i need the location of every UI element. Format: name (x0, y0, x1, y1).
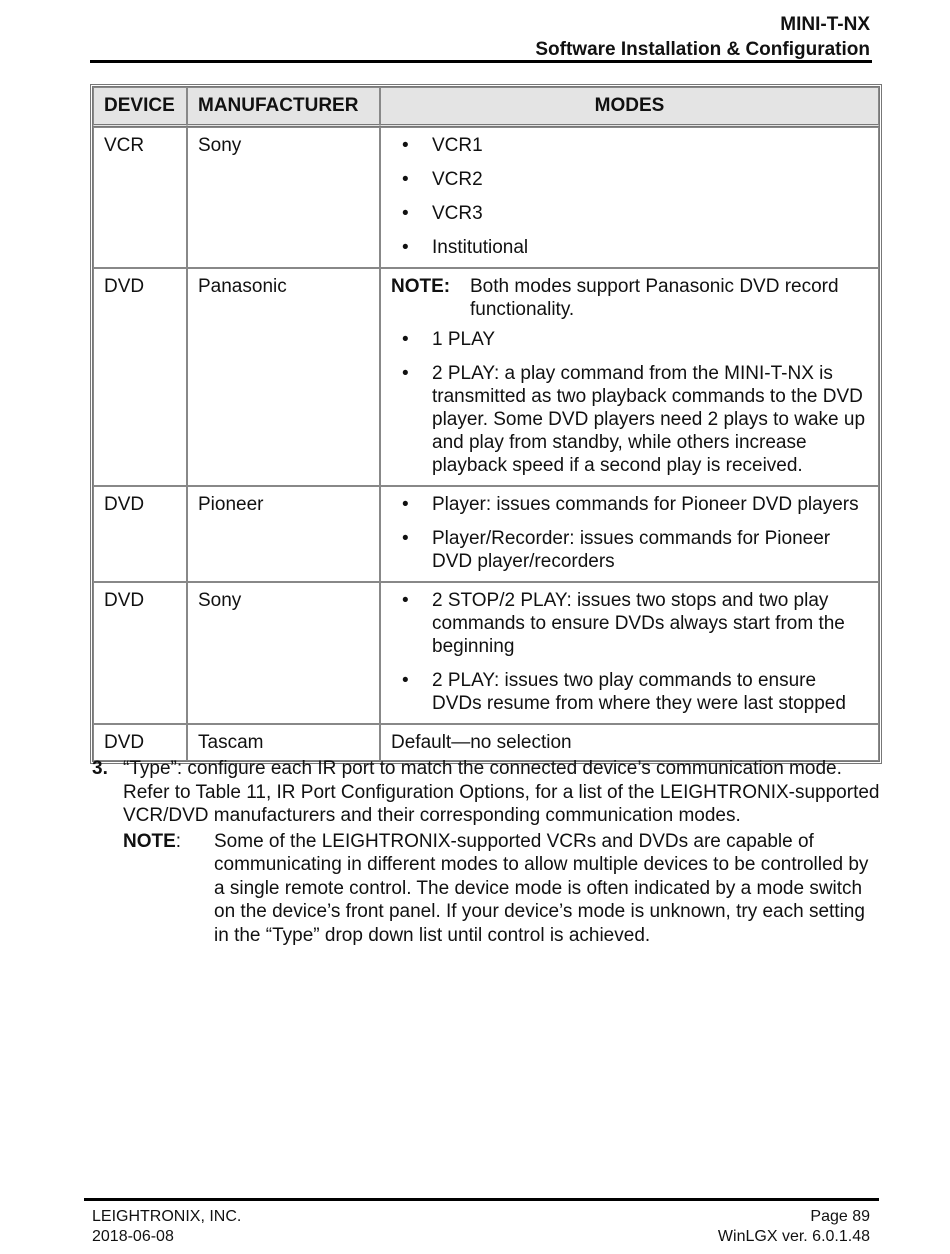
bullet-icon: • (402, 590, 409, 611)
bullet-icon: • (402, 135, 409, 156)
bullet-icon: • (402, 169, 409, 190)
modes-cell (380, 486, 879, 582)
bullet-icon: • (402, 528, 409, 549)
footer-right (718, 1207, 870, 1247)
list-item: • Institutional (402, 237, 529, 258)
footer-left (92, 1207, 241, 1247)
footer-date: 2018-06-08 (92, 1228, 174, 1245)
bullet-icon: • (402, 329, 409, 350)
device-cell: DVD (93, 724, 187, 761)
bullet-icon: • (402, 203, 409, 224)
device-cell: DVD (93, 486, 187, 582)
modes-cell (380, 582, 879, 724)
column-header-modes: MODES (380, 87, 879, 127)
bullet-icon: • (402, 494, 409, 515)
table-row (93, 268, 879, 486)
list-item: • 2 STOP/2 PLAY: issues two stops and two play commands to ensure DVDs always start from the beginning (402, 590, 845, 657)
list-item: • Player: issues commands for Pioneer DVD players (402, 494, 859, 515)
bullet-icon: • (402, 670, 409, 691)
manufacturer-cell: Panasonic (187, 268, 380, 486)
modes-list (391, 328, 868, 477)
modes-list (391, 493, 868, 573)
manufacturer-cell: Sony (187, 582, 380, 724)
step-number: 3. (92, 758, 108, 779)
header-title: MINI-T-NX (780, 14, 870, 35)
footer-page-number: Page 89 (810, 1208, 870, 1225)
footer-version: WinLGX ver. 6.0.1.48 (717, 1228, 870, 1245)
column-header-device: DEVICE (93, 87, 187, 127)
table-row (93, 582, 879, 724)
table-row (93, 127, 879, 268)
list-item: • 2 PLAY: issues two play commands to ensure DVDs resume from where they were last stopped (402, 670, 846, 714)
note-colon: : (175, 830, 182, 852)
bullet-icon: • (402, 363, 409, 384)
list-item: • VCR2 (402, 169, 483, 190)
panasonic-note (391, 275, 868, 321)
note-text: Some of the LEIGHTRONIX-supported VCRs and DVDs are capable of communicating in different modes to allow multiple devices to be controlled by a single remote control. The device mode is often indicated by a mode switch on the device’s front panel. If your device’s mode is unknown, try each setting in the “Type” drop down list until control is achieved. (214, 830, 869, 946)
footer-rule (84, 1198, 879, 1201)
manufacturer-cell: Sony (187, 127, 380, 268)
device-modes-table (90, 84, 882, 764)
note-label: NOTE (123, 830, 176, 852)
step-note (123, 830, 882, 948)
column-header-manufacturer: MANUFACTURER (187, 87, 380, 127)
modes-cell (380, 268, 879, 486)
modes-list (391, 589, 868, 715)
list-item: • VCR3 (402, 203, 483, 224)
manufacturer-cell: Tascam (187, 724, 380, 761)
page-header (535, 12, 870, 62)
device-cell: VCR (93, 127, 187, 268)
step-3 (92, 757, 882, 947)
device-cell: DVD (93, 268, 187, 486)
list-item: • VCR1 (402, 135, 483, 156)
header-subtitle: Software Installation & Configuration (535, 39, 870, 60)
modes-list (391, 134, 868, 259)
bullet-icon: • (402, 237, 409, 258)
list-item: • 2 PLAY: a play command from the MINI-T-NX is transmitted as two playback commands to the DVD player. Some DVD players need 2 plays to wake up and play from standby, while others increase playback speed if a second play is received. (402, 363, 866, 476)
note-label: NOTE: (391, 276, 451, 297)
modes-cell (380, 127, 879, 268)
note-text: Both modes support Panasonic DVD record functionality. (470, 276, 839, 320)
table-row (93, 724, 879, 761)
modes-cell: Default—no selection (380, 724, 879, 761)
header-rule (90, 60, 872, 63)
table-row (93, 486, 879, 582)
manufacturer-cell: Pioneer (187, 486, 380, 582)
list-item: • Player/Recorder: issues commands for Pioneer DVD player/recorders (402, 528, 831, 572)
step-text: “Type”: configure each IR port to match the connected device’s communication mode. Refer to Table 11, IR Port Configuration Options, for a list of the LEIGHTRONIX-supported VCR/DVD manufacturers and their corresponding communication modes. (123, 758, 880, 826)
device-cell: DVD (93, 582, 187, 724)
footer-company: LEIGHTRONIX, INC. (92, 1208, 242, 1225)
list-item: • 1 PLAY (402, 329, 496, 350)
table-header-row (93, 87, 879, 127)
